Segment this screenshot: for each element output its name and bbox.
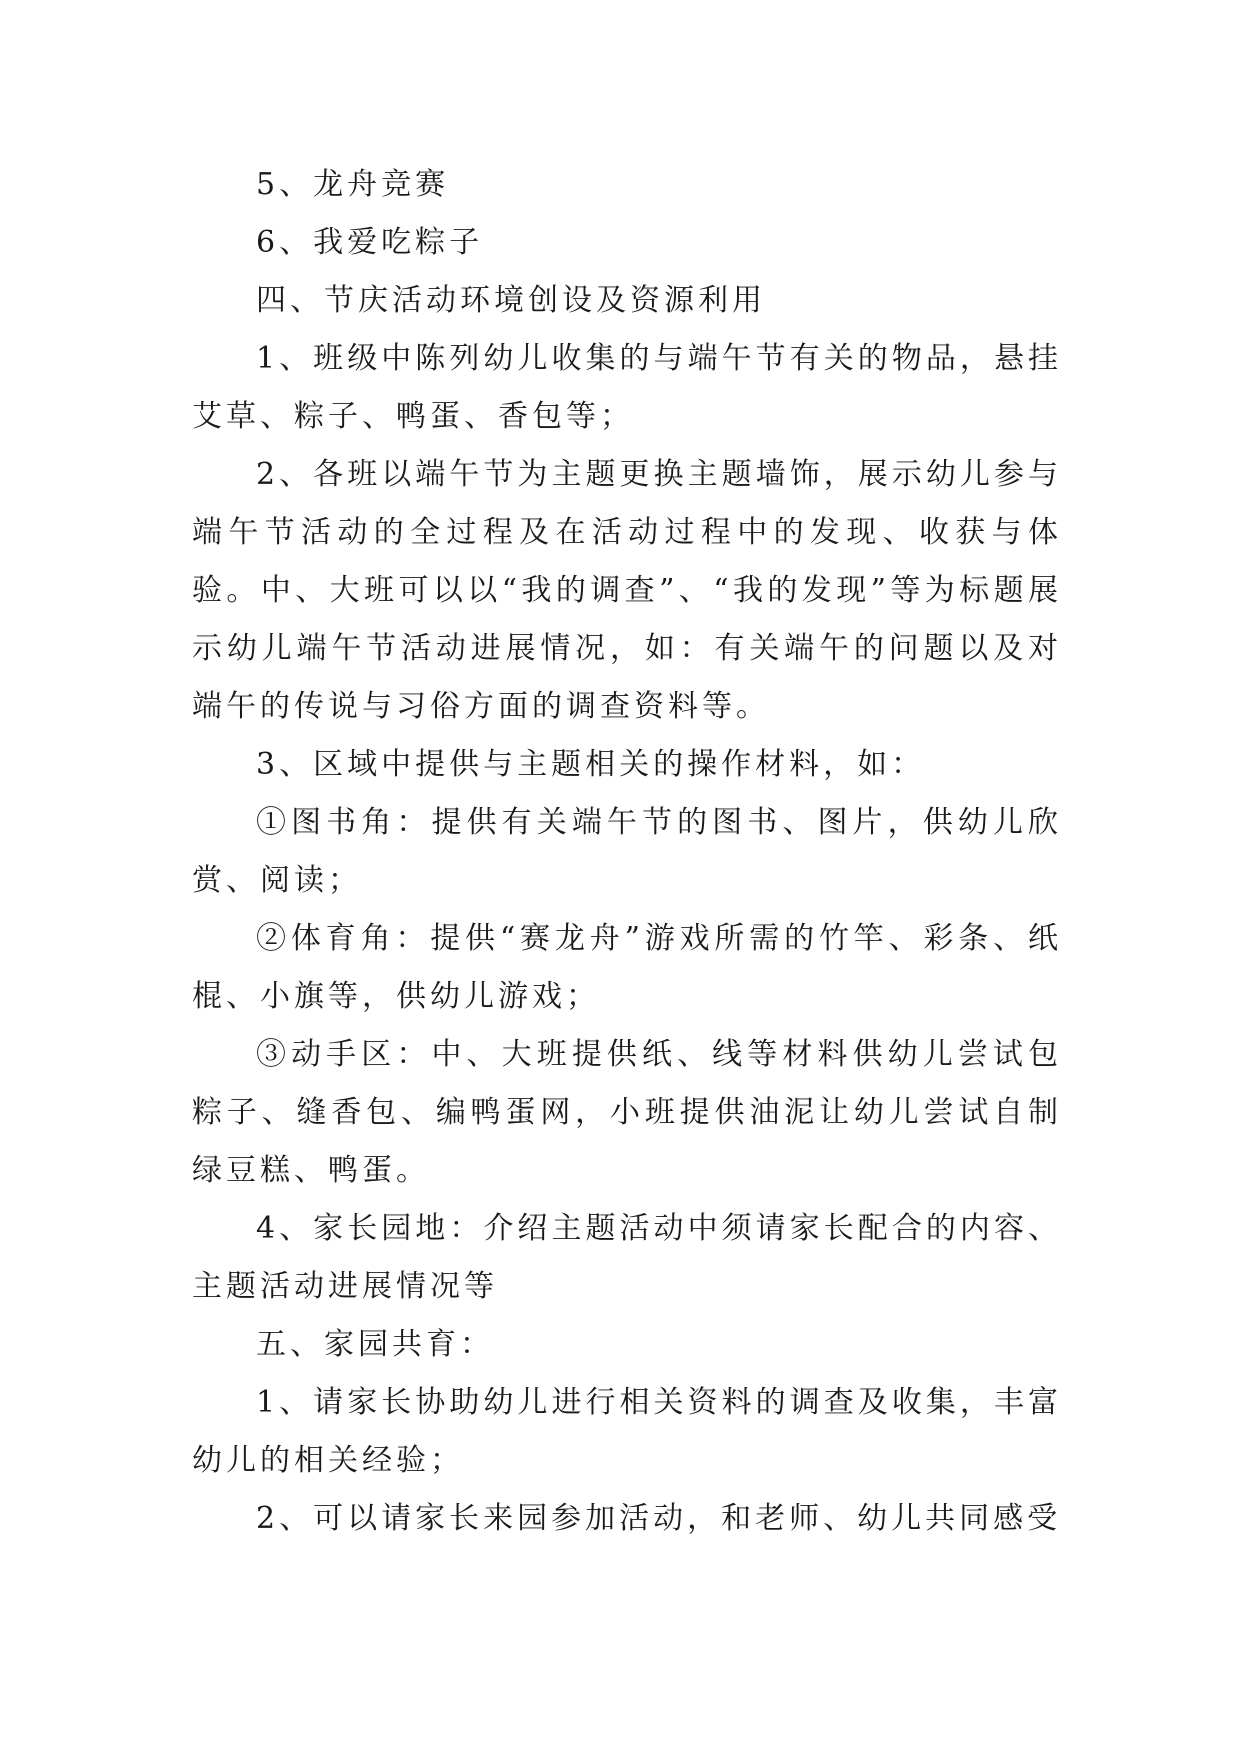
paragraph-sports-corner: ②体育角：提供“赛龙舟”游戏所需的竹竿、彩条、纸棍、小旗等，供幼儿游戏；	[192, 921, 1062, 1014]
paragraph-hands-on-area: ③动手区：中、大班提供纸、线等材料供幼儿尝试包粽子、缝香包、编鸭蛋网，小班提供油泥让幼儿尝试自制绿豆糕、鸭蛋。	[192, 1037, 1062, 1188]
paragraph-area-materials: 3、区域中提供与主题相关的操作材料，如：	[256, 747, 926, 782]
paragraph-book-corner: ①图书角：提供有关端午节的图书、图片，供幼儿欣赏、阅读；	[192, 805, 1062, 898]
section-heading-home-school: 五、家园共育：	[256, 1327, 494, 1362]
section-heading-environment: 四、节庆活动环境创设及资源利用	[256, 283, 766, 318]
list-item-love-zongzi: 6、我爱吃粽子	[256, 225, 484, 260]
list-item-dragon-boat-race: 5、龙舟竞赛	[256, 167, 450, 202]
paragraph-theme-wall: 2、各班以端午节为主题更换主题墙饰，展示幼儿参与端午节活动的全过程及在活动过程中的发现、收获与体验。中、大班可以以“我的调查”、“我的发现”等为标题展示幼儿端午节活动进展情况，如：有关端午的问题以及对端午的传说与习俗方面的调查资料等。	[192, 457, 1062, 724]
document-body	[192, 156, 1062, 1548]
paragraph-parent-garden: 4、家长园地：介绍主题活动中须请家长配合的内容、主题活动进展情况等	[192, 1211, 1062, 1304]
paragraph-class-display: 1、班级中陈列幼儿收集的与端午节有关的物品，悬挂艾草、粽子、鸭蛋、香包等；	[192, 341, 1062, 434]
paragraph-parent-visit: 2、可以请家长来园参加活动，和老师、幼儿共同感受	[256, 1501, 1062, 1536]
paragraph-parent-assist: 1、请家长协助幼儿进行相关资料的调查及收集，丰富幼儿的相关经验；	[192, 1385, 1062, 1478]
